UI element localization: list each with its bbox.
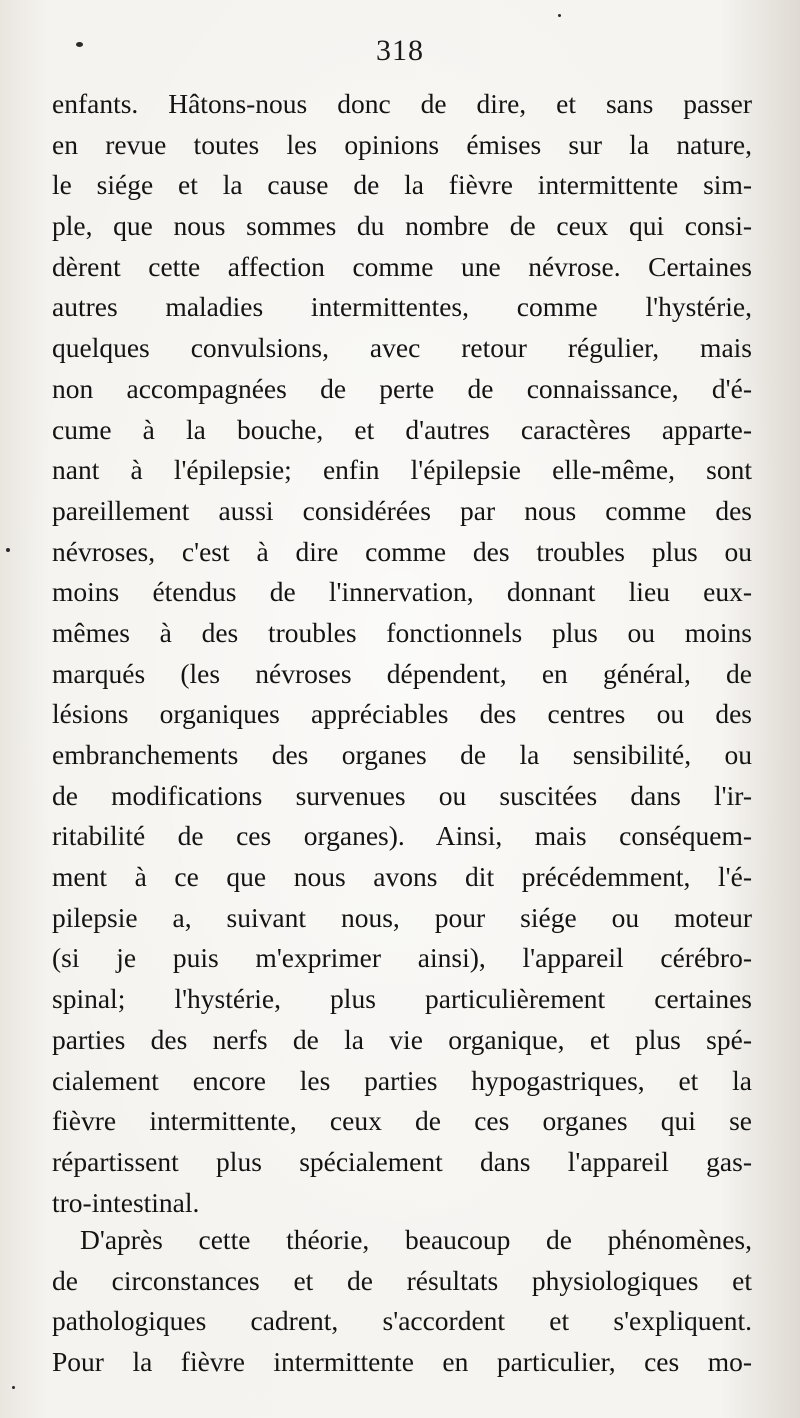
text-line: répartissent plus spécialement dans l'appareil gas- (52, 1145, 752, 1177)
text-line: parties des nerfs de la vie organique, et plus spé- (52, 1023, 752, 1055)
paragraph-1 (52, 84, 752, 1223)
text-line: pathologiques cadrent, s'accordent et s'expliquent. (52, 1305, 752, 1337)
text-line: autres maladies intermittentes, comme l'hystérie, (52, 291, 752, 323)
text-line: de circonstances et de résultats physiologiques et (52, 1264, 752, 1296)
text-line: pilepsie a, suivant nous, pour siége ou moteur (52, 901, 752, 933)
paragraph-2 (52, 1220, 752, 1383)
text-line: ment à ce que nous avons dit précédemment, l'é- (52, 861, 752, 893)
text-line: ple, que nous sommes du nombre de ceux qui consi- (52, 210, 752, 242)
text-line: de modifications survenues ou suscitées dans l'ir- (52, 779, 752, 811)
text-line: dèrent cette affection comme une névrose. Certaines (52, 250, 752, 282)
text-line: cialement encore les parties hypogastriques, et la (52, 1064, 752, 1096)
text-line: tro-intestinal. (52, 1186, 200, 1218)
page-number: 318 (376, 34, 424, 67)
text-line: enfants. Hâtons-nous donc de dire, et sans passer (52, 88, 752, 119)
text-line: marqués (les névroses dépendent, en général, de (52, 657, 752, 689)
text-line: non accompagnées de perte de connaissance, d'é- (52, 372, 752, 404)
text-line: (si je puis m'exprimer ainsi), l'appareil cérébro- (52, 942, 752, 974)
text-line: D'après cette théorie, beaucoup de phénomènes, (80, 1224, 752, 1255)
text-line: lésions organiques appréciables des centres ou des (52, 698, 752, 730)
text-line: pareillement aussi considérées par nous comme des (52, 494, 752, 526)
text-line: fièvre intermittente, ceux de ces organes qui se (52, 1105, 752, 1137)
text-line: mêmes à des troubles fonctionnels plus ou moins (52, 616, 752, 648)
text-line: nant à l'épilepsie; enfin l'épilepsie elle-même, sont (52, 454, 752, 486)
text-line: ritabilité de ces organes). Ainsi, mais conséquem- (52, 820, 752, 852)
text-line: le siége et la cause de la fièvre intermittente sim- (52, 169, 752, 201)
text-line: Pour la fièvre intermittente en particulier, ces mo- (52, 1346, 752, 1378)
text-line: névroses, c'est à dire comme des troubles plus ou (52, 535, 752, 567)
text-line: embranchements des organes de la sensibilité, ou (52, 739, 752, 770)
text-line: quelques convulsions, avec retour régulier, mais (52, 332, 752, 364)
text-line: moins étendus de l'innervation, donnant lieu eux- (52, 576, 752, 608)
text-line: en revue toutes les opinions émises sur la nature, (52, 128, 752, 160)
text-line: cume à la bouche, et d'autres caractères apparte- (52, 413, 752, 445)
text-line: spinal; l'hystérie, plus particulièrement certaines (52, 983, 752, 1015)
